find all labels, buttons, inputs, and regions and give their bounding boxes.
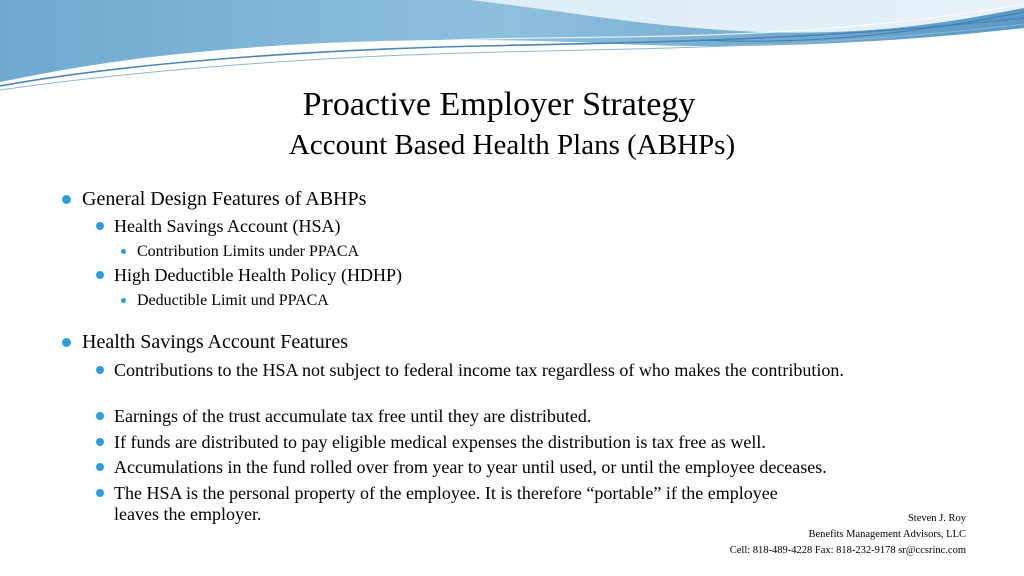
slide-title: Proactive Employer Strategy bbox=[302, 86, 696, 123]
slide-subtitle: Account Based Health Plans (ABHPs) bbox=[288, 129, 736, 161]
footer-name: Steven J. Roy bbox=[907, 513, 966, 524]
bullet-icon bbox=[96, 438, 104, 446]
bullet-icon bbox=[96, 412, 104, 420]
list-item: Health Savings Account (HSA) bbox=[114, 216, 904, 237]
bullet-icon bbox=[121, 249, 126, 254]
list-item: Deductible Limit und PPACA bbox=[137, 290, 329, 311]
list-item: Health Savings Account Features bbox=[82, 332, 348, 353]
bullet-icon bbox=[96, 463, 104, 471]
list-item: Contributions to the HSA not subject to federal income tax regardless of who makes the contribution. bbox=[114, 360, 904, 381]
bullet-icon bbox=[96, 271, 104, 279]
bullet-icon bbox=[121, 298, 126, 303]
bullet-icon bbox=[62, 195, 71, 204]
title-block bbox=[0, 86, 1024, 162]
bullet-icon bbox=[96, 222, 104, 230]
list-item: General Design Features of ABHPs bbox=[82, 189, 366, 210]
footer-contact-line: Cell: 818-489-4228 Fax: 818-232-9178 sr@ccsrinc.com bbox=[729, 545, 966, 556]
list-item: Contribution Limits under PPACA bbox=[137, 241, 359, 262]
list-item: Accumulations in the fund rolled over from year to year until used, or until the employee deceases. bbox=[114, 457, 904, 478]
list-item: Earnings of the trust accumulate tax free until they are distributed. bbox=[114, 406, 904, 427]
bullet-icon bbox=[62, 338, 71, 347]
bullet-icon bbox=[96, 489, 104, 497]
footer-contact bbox=[730, 511, 966, 559]
list-item: High Deductible Health Policy (HDHP) bbox=[114, 265, 904, 286]
list-item: If funds are distributed to pay eligible medical expenses the distribution is tax free as well. bbox=[114, 432, 904, 453]
list-item: The HSA is the personal property of the employee. It is therefore “portable” if the employee leaves the employer. bbox=[114, 483, 824, 525]
bullet-icon bbox=[96, 366, 104, 374]
footer-company: Benefits Management Advisors, LLC bbox=[808, 529, 966, 540]
